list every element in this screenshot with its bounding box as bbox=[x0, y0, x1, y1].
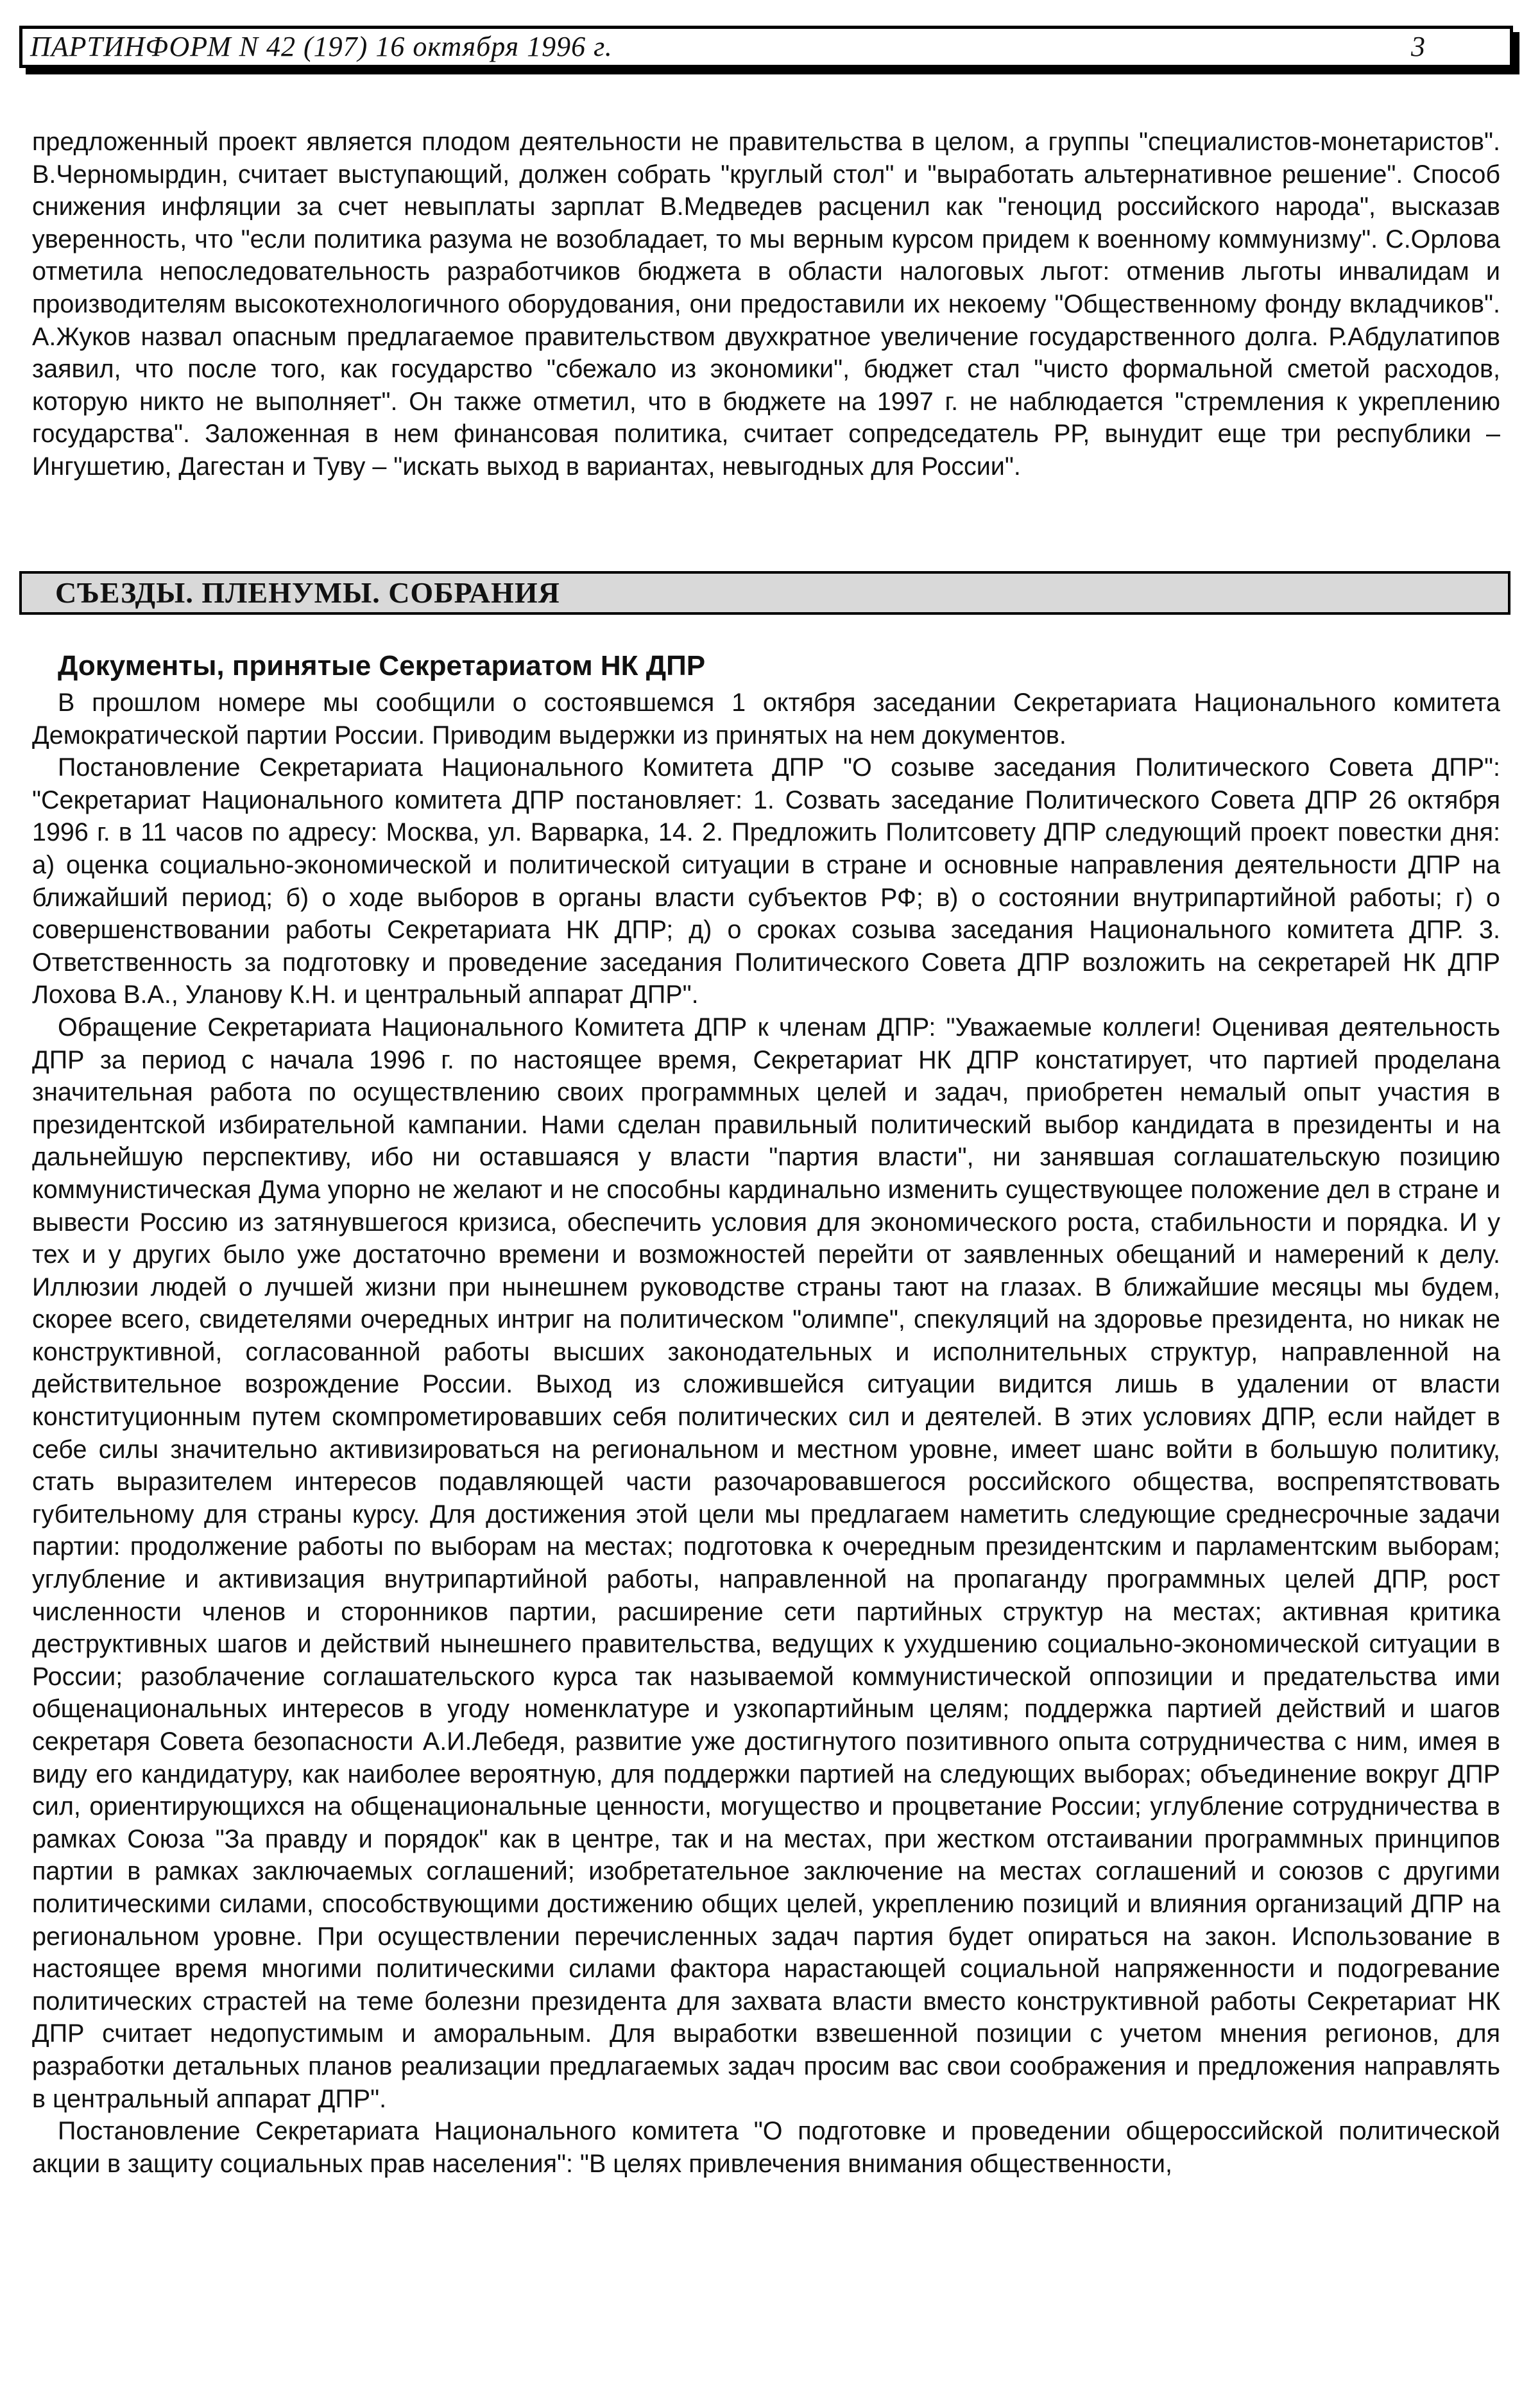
section-heading-bar bbox=[19, 571, 1510, 615]
section-title: СЪЕЗДЫ. ПЛЕНУМЫ. СОБРАНИЯ bbox=[55, 576, 560, 609]
intro-paragraph: предложенный проект является плодом деятельности не правительства в целом, а группы "специалистов-монетаристов". В.Черномырдин, считает выступающий, должен собрать "круглый стол" и "выработать альтернативное решение". Способ снижения инфляции за счет невыплаты зарплат В.Медведев расценил как "геноцид российского народа", высказав уверенность, что "если политика разума не возобладает, то мы верным курсом придем к военному коммунизму". С.Орлова отметила непоследовательность разработчиков бюджета в области налоговых льгот: отменив льготы инвалидам и производителям высокотехнологичного оборудования, они предоставили их некоему "Общественному фонду вкладчиков". А.Жуков назвал опасным предлагаемое правительством двухкратное увеличение государственного долга. Р.Абдулатипов заявил, что после того, как государство "сбежало из экономики", бюджет стал "чисто формальной сметой расходов, которую никто не выполняет". Он также отметил, что в бюджете на 1997 г. не наблюдается "стремления к укреплению государства". Заложенная в нем финансовая политика, считает сопредседатель РР, вынудит еще три республики – Ингушетию, Дагестан и Туву – "искать выход в вариантах, невыгодных для России". bbox=[32, 128, 1500, 481]
article-paragraph: Постановление Секретариата Национального комитета "О подготовке и проведении общероссийской политической акции в защиту социальных прав населения": "В целях привлечения внимания общественности, bbox=[32, 2117, 1500, 2178]
page-number: 3 bbox=[1411, 31, 1425, 62]
article-paragraph: В прошлом номере мы сообщили о состоявшемся 1 октября заседании Секретариата Национального комитета Демократической партии России. Приводим выдержки из принятых на нем документов. bbox=[32, 689, 1500, 750]
article-paragraph: Обращение Секретариата Национального Комитета ДПР к членам ДПР: "Уважаемые коллеги! Оценивая деятельность ДПР за период с начала 1996 г. по настоящее время, Секретариат НК ДПР констатирует, что партией проделана значительная работа по осуществлению своих программных целей и задач, приобретен немалый опыт участия в президентской избирательной кампании. Нами сделан правильный политический выбор кандидата в президенты и на дальнейшую перспективу, ибо ни оставшаяся у власти "партия власти", ни занявшая соглашательскую позицию коммунистическая Дума упорно не желают и не способны кардинально изменить существующее положение дел в стране и вывести Россию из затянувшегося кризиса, обеспечить условия для экономического роста, стабильности и порядка. И у тех и у других было уже достаточно времени и возможностей перейти от заявленных обещаний и намерений к делу. Иллюзии людей о лучшей жизни при нынешнем руководстве страны тают на глазах. В ближайшие месяцы мы будем, скорее всего, свидетелями очередных интриг на политическом "олимпе", спекуляций на здоровье президента, но никак не конструктивной, согласованной работы высших законодательных и исполнительных структур, направленной на действительное возрождение России. Выход из сложившейся ситуации видится лишь в удалении от власти конституционным путем скомпрометировавших себя политических сил и деятелей. В этих условиях ДПР, если найдет в себе силы значительно активизироваться на региональном и местном уровне, имеет шанс войти в большую политику, стать выразителем интересов подавляющей части разочаровавшегося российского общества, воспрепятствовать губительному для страны курсу. Для достижения этой цели мы предлагаем наметить следующие среднесрочные задачи партии: продолжение работы по выборам на местах; подготовка к очередным президентским и парламентским выборам; углубление и активизация внутрипартийной работы, направленной на пропаганду программных целей ДПР, рост численности членов и сторонников партии, расширение сети партийных структур на местах; активная критика деструктивных шагов и действий нынешнего правительства, ведущих к ухудшению социально-экономической ситуации в России; разоблачение соглашательского курса так называемой коммунистической оппозиции и предательства ими общенациональных интересов в угоду номенклатуре и узкопартийным целям; поддержка партией действий и шагов секретаря Совета безопасности А.И.Лебедя, развитие уже достигнутого позитивного опыта сотрудничества с ним, имея в виду его кандидатуру, как наиболее вероятную, для поддержки партией на следующих выборах; объединение вокруг ДПР сил, ориентирующихся на общенациональные ценности, могущество и процветание России; углубление сотрудничества в рамках Союза "За правду и порядок" как в центре, так и на местах, при жестком отстаивании программных принципов партии в рамках заключаемых соглашений; изобретательное заключение на местах соглашений и союзов с другими политическими силами, способствующими достижению общих целей, укреплению позиций и влияния организаций ДПР на региональном уровне. При осуществлении перечисленных задач партия будет опираться на закон. Использование в настоящее время многими политическими силами фактора нарастающей социальной напряженности и подогревание политических страстей на теме болезни президента для захвата власти вместо конструктивной работы Секретариат НК ДПР считает недопустимым и аморальным. Для выработки взвешенной позиции с учетом мнения регионов, для разработки детальных планов реализации предлагаемых задач просим вас свои соображения и предложения направлять в центральный аппарат ДПР". bbox=[32, 1013, 1500, 2113]
article bbox=[32, 648, 1500, 2180]
article-paragraph: Постановление Секретариата Национального Комитета ДПР "О созыве заседания Политического Совета ДПР": "Секретариат Национального комитета ДПР постановляет: 1. Созвать заседание Политического Совета ДПР 26 октября 1996 г. в 11 часов по адресу: Москва, ул. Варварка, 14. 2. Предложить Политсовету ДПР следующий проект повестки дня: а) оценка социально-экономической и политической ситуации в стране и основные направления деятельности ДПР на ближайший период; б) о ходе выборов в органы власти субъектов РФ; в) о состоянии внутрипартийной работы; г) о совершенствовании работы Секретариата НК ДПР; д) о сроках созыва заседания Национального комитета ДПР. 3. Ответственность за подготовку и проведение заседания Политического Совета ДПР возложить на секретарей НК ДПР Лохова В.А., Уланову К.Н. и центральный аппарат ДПР". bbox=[32, 753, 1500, 1009]
publication-title: ПАРТИНФОРМ N 42 (197) 16 октября 1996 г. bbox=[30, 31, 613, 62]
article-title: Документы, принятые Секретариатом НК ДПР bbox=[58, 650, 706, 681]
page-header bbox=[19, 26, 1513, 68]
